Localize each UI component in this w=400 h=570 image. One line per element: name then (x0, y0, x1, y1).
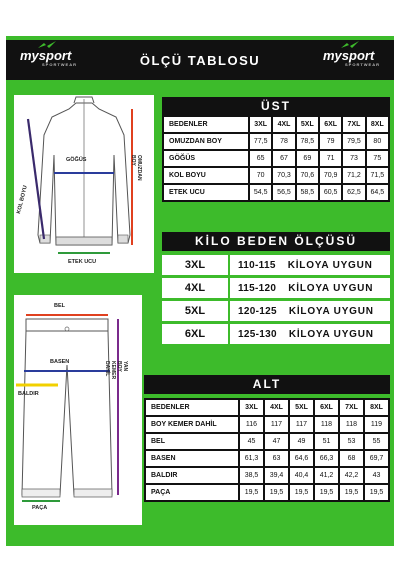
jacket-sketch (14, 95, 154, 273)
table-row (164, 151, 388, 166)
size-value: 56,5 (273, 185, 294, 200)
column-header: 3XL (240, 400, 263, 415)
size-value: 38,5 (240, 468, 263, 483)
size-value: 71 (320, 151, 341, 166)
size-value: 77,5 (250, 134, 271, 149)
kilo-row (162, 278, 390, 298)
size-value: 45 (240, 434, 263, 449)
size-value: 71,5 (367, 168, 388, 183)
size-value: 41,2 (315, 468, 338, 483)
kilo-note: KİLOYA UYGUN (288, 282, 374, 294)
header-bar (6, 40, 394, 80)
row-label: ETEK UCU (164, 185, 248, 200)
column-header: 4XL (273, 117, 294, 132)
label-basen: BASEN (50, 359, 70, 365)
size-value: 64,5 (367, 185, 388, 200)
row-label: BOY KEMER DAHİL (146, 417, 238, 432)
size-value: 53 (340, 434, 363, 449)
jacket-sketch-panel (14, 95, 154, 273)
size-value: 40,4 (290, 468, 313, 483)
size-value: 19,5 (290, 485, 313, 500)
ust-header-row (164, 117, 388, 132)
column-header: 6XL (320, 117, 341, 132)
size-value: 51 (315, 434, 338, 449)
brand-subtitle: SPORTWEAR (42, 62, 77, 67)
row-label: BEL (146, 434, 238, 449)
column-header: 6XL (315, 400, 338, 415)
alt-size-table (144, 398, 390, 502)
size-value: 68 (340, 451, 363, 466)
kilo-note: KİLOYA UYGUN (287, 259, 373, 271)
pants-sketch-panel (14, 295, 142, 525)
size-value: 79,5 (343, 134, 364, 149)
column-header: 7XL (343, 117, 364, 132)
column-header: 5XL (297, 117, 318, 132)
table-row (146, 485, 388, 500)
kilo-range-cell (230, 301, 390, 321)
size-value: 19,5 (265, 485, 288, 500)
alt-section-title: ALT (144, 375, 390, 394)
label-gogus: GÖĞÜS (66, 157, 87, 163)
size-value: 19,5 (365, 485, 388, 500)
label-kol-boyu: KOL BOYU (16, 184, 29, 215)
size-value: 58,5 (297, 185, 318, 200)
size-value: 61,3 (240, 451, 263, 466)
label-omuzdan-boy: OMUZDAN BOY (130, 155, 142, 181)
size-value: 117 (290, 417, 313, 432)
label-yan-boy: YAN BOY KEMER DAHİL (104, 361, 128, 380)
label-bel: BEL (54, 303, 65, 309)
column-header: 8XL (365, 400, 388, 415)
kilo-size-label: 6XL (162, 324, 228, 344)
size-value: 78 (273, 134, 294, 149)
size-value: 42,2 (340, 468, 363, 483)
kilo-size-label: 3XL (162, 255, 228, 275)
size-value: 39,4 (265, 468, 288, 483)
size-value: 80 (367, 134, 388, 149)
label-paca: PAÇA (32, 505, 48, 511)
table-row (146, 468, 388, 483)
table-row (164, 185, 388, 200)
size-value: 62,5 (343, 185, 364, 200)
size-value: 47 (265, 434, 288, 449)
size-value: 71,2 (343, 168, 364, 183)
brand-mark-icon (38, 41, 56, 49)
size-value: 70,3 (273, 168, 294, 183)
size-value: 19,5 (340, 485, 363, 500)
kilo-note: KİLOYA UYGUN (288, 328, 374, 340)
brand-logo-right (323, 48, 380, 67)
kilo-range: 120-125 (238, 305, 277, 317)
row-label: PAÇA (146, 485, 238, 500)
kilo-row (162, 301, 390, 321)
kilo-range-cell (230, 255, 390, 275)
size-value: 64,6 (290, 451, 313, 466)
size-value: 70 (250, 168, 271, 183)
size-value: 78,5 (297, 134, 318, 149)
kilo-range-cell (230, 324, 390, 344)
size-value: 19,5 (240, 485, 263, 500)
brand-subtitle: SPORTWEAR (345, 62, 380, 67)
column-header: BEDENLER (164, 117, 248, 132)
table-row (146, 417, 388, 432)
kilo-range-cell (230, 278, 390, 298)
size-value: 69,7 (365, 451, 388, 466)
label-baldir: BALDIR (18, 391, 39, 397)
page-title: ÖLÇÜ TABLOSU (139, 53, 261, 68)
table-row (146, 434, 388, 449)
brand-name: mysport (20, 48, 72, 63)
size-value: 54,5 (250, 185, 271, 200)
kilo-size-list (162, 255, 390, 347)
size-value: 65 (250, 151, 271, 166)
size-value: 70,6 (297, 168, 318, 183)
row-label: BASEN (146, 451, 238, 466)
kilo-range: 110-115 (238, 259, 276, 271)
ust-size-table (162, 115, 390, 202)
size-value: 60,5 (320, 185, 341, 200)
column-header: 4XL (265, 400, 288, 415)
pants-sketch (14, 295, 142, 525)
table-row (164, 134, 388, 149)
size-value: 19,5 (315, 485, 338, 500)
size-value: 69 (297, 151, 318, 166)
size-value: 67 (273, 151, 294, 166)
size-value: 119 (365, 417, 388, 432)
column-header: 7XL (340, 400, 363, 415)
table-row (146, 451, 388, 466)
column-header: BEDENLER (146, 400, 238, 415)
size-value: 117 (265, 417, 288, 432)
table-row (164, 168, 388, 183)
row-label: GÖĞÜS (164, 151, 248, 166)
kilo-range: 125-130 (238, 328, 277, 340)
kilo-range: 115-120 (238, 282, 277, 294)
kilo-section-title: KİLO BEDEN ÖLÇÜSÜ (162, 232, 390, 251)
size-value: 55 (365, 434, 388, 449)
size-value: 75 (367, 151, 388, 166)
ust-section-title: ÜST (162, 97, 390, 115)
kilo-row (162, 255, 390, 275)
kilo-size-label: 5XL (162, 301, 228, 321)
row-label: KOL BOYU (164, 168, 248, 183)
size-value: 73 (343, 151, 364, 166)
label-etek-ucu: ETEK UCU (68, 259, 97, 265)
size-value: 63 (265, 451, 288, 466)
kilo-row (162, 324, 390, 344)
size-value: 116 (240, 417, 263, 432)
size-value: 70,9 (320, 168, 341, 183)
kilo-size-label: 4XL (162, 278, 228, 298)
row-label: BALDIR (146, 468, 238, 483)
alt-header-row (146, 400, 388, 415)
size-value: 118 (340, 417, 363, 432)
size-value: 79 (320, 134, 341, 149)
column-header: 8XL (367, 117, 388, 132)
size-value: 118 (315, 417, 338, 432)
column-header: 3XL (250, 117, 271, 132)
brand-mark-icon (341, 41, 359, 49)
brand-name: mysport (323, 48, 375, 63)
size-value: 66,3 (315, 451, 338, 466)
size-value: 49 (290, 434, 313, 449)
row-label: OMUZDAN BOY (164, 134, 248, 149)
size-value: 43 (365, 468, 388, 483)
kilo-note: KİLOYA UYGUN (288, 305, 374, 317)
column-header: 5XL (290, 400, 313, 415)
